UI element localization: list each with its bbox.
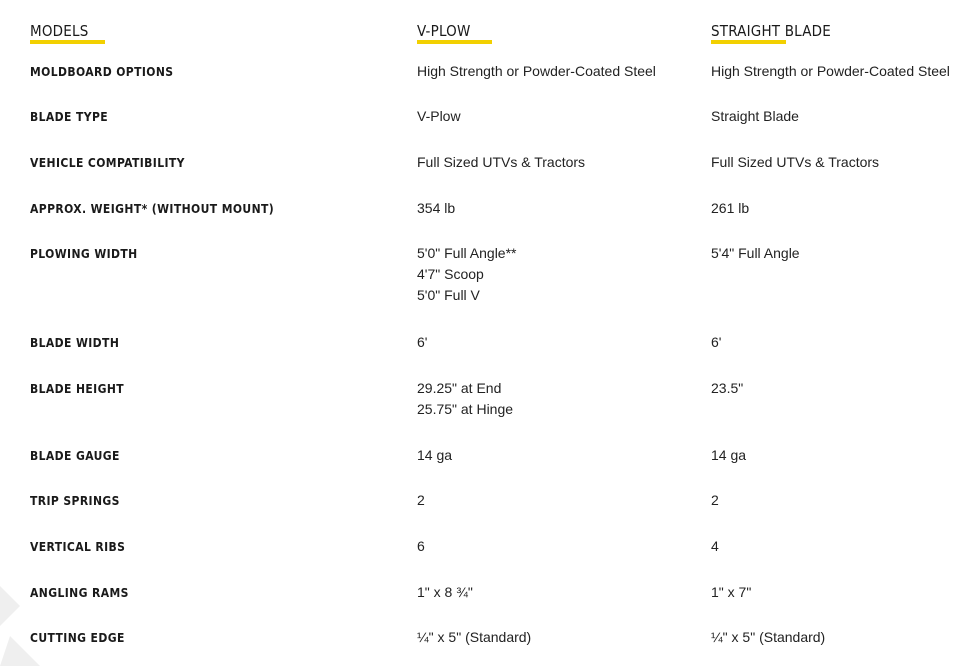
value-line: 25.75" at Hinge xyxy=(417,401,514,417)
row-label: PLOWING WIDTH xyxy=(30,247,138,261)
value-line: 261 lb xyxy=(711,200,750,216)
background-pattern-icon xyxy=(0,546,60,666)
straight-blade-value xyxy=(711,378,743,399)
value-line: 29.25" at End xyxy=(417,380,502,396)
vplow-value xyxy=(417,243,516,306)
vplow-value xyxy=(417,61,656,82)
header-models xyxy=(30,22,88,40)
header-straight-label: STRAIGHT BLADE xyxy=(711,22,831,40)
vplow-value xyxy=(417,445,452,466)
value-line: High Strength or Powder-Coated Steel xyxy=(711,63,950,79)
row-label: TRIP SPRINGS xyxy=(30,494,120,508)
vplow-value xyxy=(417,582,473,603)
row-label: VEHICLE COMPATIBILITY xyxy=(30,156,185,170)
header-underline xyxy=(30,40,105,44)
straight-blade-value xyxy=(711,627,825,648)
value-line: 6' xyxy=(711,334,722,350)
value-line: Full Sized UTVs & Tractors xyxy=(417,154,586,170)
value-line: 6 xyxy=(417,538,425,554)
row-label: APPROX. WEIGHT* (WITHOUT MOUNT) xyxy=(30,202,275,216)
value-line: 4'7" Scoop xyxy=(417,266,484,282)
value-line: 2 xyxy=(711,492,719,508)
vplow-value xyxy=(417,152,585,173)
header-vplow xyxy=(417,22,471,40)
straight-blade-value xyxy=(711,106,799,127)
value-line: 2 xyxy=(417,492,425,508)
row-label: BLADE WIDTH xyxy=(30,336,120,350)
value-line: 14 ga xyxy=(711,447,747,463)
row-label: BLADE HEIGHT xyxy=(30,382,125,396)
straight-blade-value xyxy=(711,332,721,353)
straight-blade-value xyxy=(711,536,719,557)
vplow-value xyxy=(417,198,455,219)
header-underline xyxy=(711,40,786,44)
value-line: Straight Blade xyxy=(711,108,799,124)
row-label: MOLDBOARD OPTIONS xyxy=(30,65,174,79)
value-line: 5'0" Full Angle** xyxy=(417,245,517,261)
value-line: 5'4" Full Angle xyxy=(711,245,800,261)
straight-blade-value xyxy=(711,243,800,264)
row-label: VERTICAL RIBS xyxy=(30,540,126,554)
row-label: BLADE TYPE xyxy=(30,110,109,124)
vplow-value xyxy=(417,627,531,648)
value-line: 1" x 8 ¾" xyxy=(417,584,473,600)
value-line: ¼" x 5" (Standard) xyxy=(711,629,826,645)
value-line: 1" x 7" xyxy=(711,584,752,600)
header-straight-blade xyxy=(711,22,831,40)
value-line: V-Plow xyxy=(417,108,461,124)
vplow-value xyxy=(417,106,461,127)
header-models-label: MODELS xyxy=(30,22,89,40)
straight-blade-value xyxy=(711,582,751,603)
vplow-value xyxy=(417,332,427,353)
row-label: CUTTING EDGE xyxy=(30,631,125,645)
straight-blade-value xyxy=(711,490,719,511)
value-line: 14 ga xyxy=(417,447,453,463)
value-line: 23.5" xyxy=(711,380,744,396)
vplow-value xyxy=(417,536,425,557)
value-line: High Strength or Powder-Coated Steel xyxy=(417,63,656,79)
vplow-value xyxy=(417,378,513,420)
header-underline xyxy=(417,40,492,44)
value-line: 5'0" Full V xyxy=(417,287,480,303)
header-vplow-label: V-PLOW xyxy=(417,22,471,40)
row-label: ANGLING RAMS xyxy=(30,586,129,600)
straight-blade-value xyxy=(711,61,950,82)
value-line: ¼" x 5" (Standard) xyxy=(417,629,532,645)
straight-blade-value xyxy=(711,198,749,219)
value-line: 6' xyxy=(417,334,428,350)
vplow-value xyxy=(417,490,425,511)
value-line: 354 lb xyxy=(417,200,456,216)
value-line: Full Sized UTVs & Tractors xyxy=(711,154,880,170)
straight-blade-value xyxy=(711,445,746,466)
row-label: BLADE GAUGE xyxy=(30,449,120,463)
value-line: 4 xyxy=(711,538,719,554)
straight-blade-value xyxy=(711,152,879,173)
